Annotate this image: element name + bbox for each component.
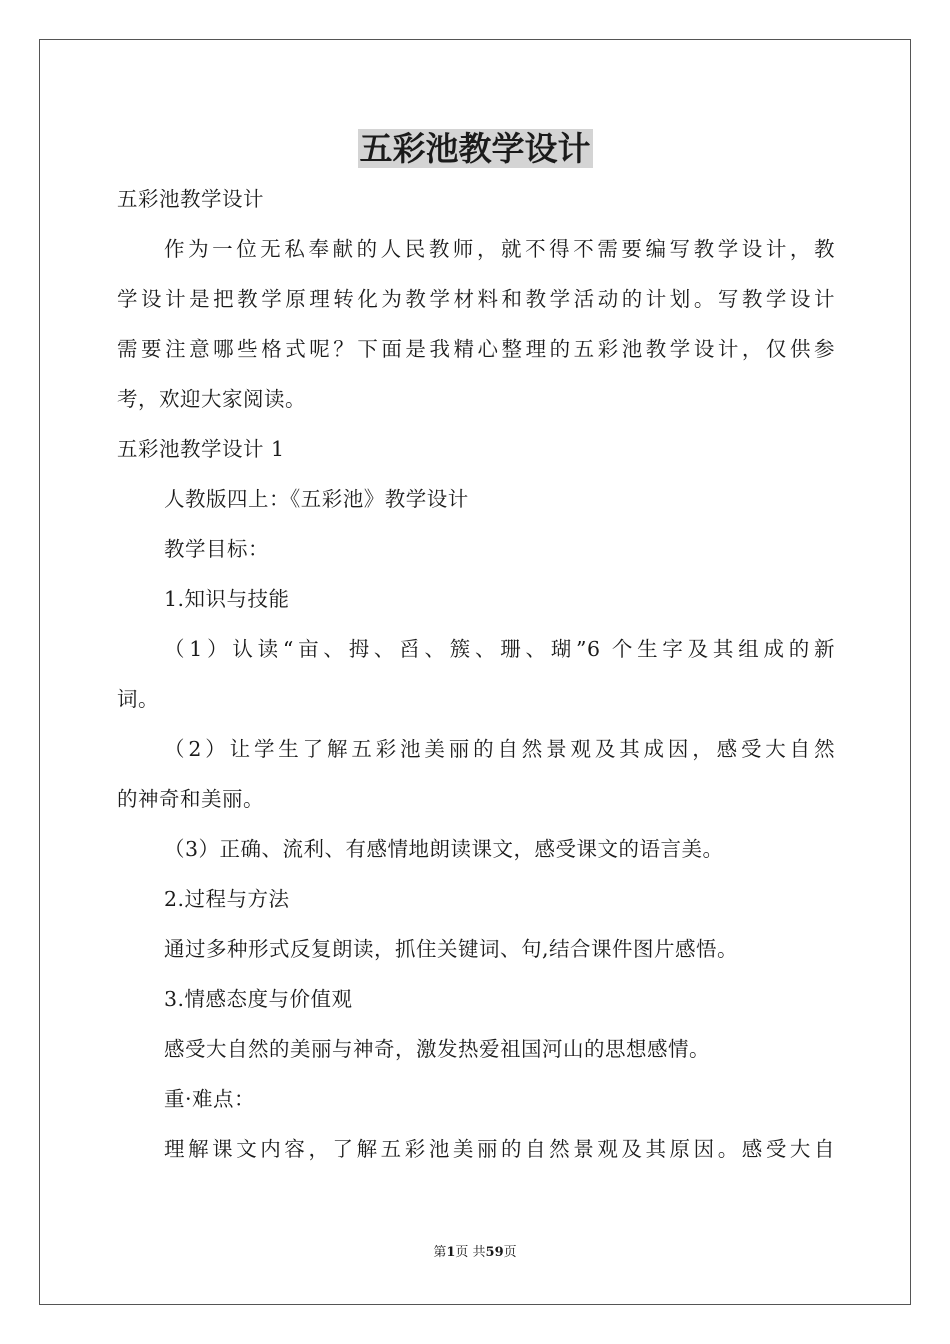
page-footer <box>0 1244 950 1262</box>
footer-prefix: 第 <box>433 1245 447 1260</box>
page-frame <box>39 39 911 1305</box>
text-line: 1.知识与技能 <box>164 587 290 611</box>
text-line: 考，欢迎大家阅读。 <box>117 387 306 411</box>
text-line: （3）正确、流利、有感情地朗读课文，感受课文的语言美。 <box>164 837 724 861</box>
text-line: 重·难点： <box>164 1087 256 1111</box>
text-line: （1）认读“亩、拇、舀、簇、珊、瑚”6 个生字及其组成的新 <box>164 637 835 661</box>
text-line: 人教版四上：《五彩池》教学设计 <box>164 487 469 511</box>
text-line: 感受大自然的美丽与神奇，激发热爱祖国河山的思想感情。 <box>164 1037 710 1061</box>
footer-mid: 页 共 <box>455 1245 486 1260</box>
text-line: 需要注意哪些格式呢？下面是我精心整理的五彩池教学设计，仅供参 <box>117 337 835 361</box>
text-line: 理解课文内容，了解五彩池美丽的自然景观及其原因。感受大自 <box>164 1137 835 1161</box>
text-line: 的神奇和美丽。 <box>117 787 264 811</box>
text-line: 3.情感态度与价值观 <box>164 987 353 1011</box>
document-title <box>0 127 950 171</box>
text-line: 2.过程与方法 <box>164 887 290 911</box>
document-title-text: 五彩池教学设计 <box>359 129 591 168</box>
text-line: 五彩池教学设计 <box>117 187 264 211</box>
text-line: 学设计是把教学原理转化为教学材料和教学活动的计划。写教学设计 <box>117 287 835 311</box>
text-line: 作为一位无私奉献的人民教师，就不得不需要编写教学设计，教 <box>164 237 835 261</box>
total-page-count: 59 <box>485 1245 504 1260</box>
section-heading: 五彩池教学设计 1 <box>117 437 285 461</box>
footer-suffix: 页 <box>503 1245 517 1260</box>
text-line: （2）让学生了解五彩池美丽的自然景观及其成因，感受大自然 <box>164 737 835 761</box>
text-line: 词。 <box>117 687 159 711</box>
text-line: 教学目标： <box>164 537 269 561</box>
text-line: 通过多种形式反复朗读，抓住关键词、句,结合课件图片感悟。 <box>164 937 739 961</box>
current-page-number: 1 <box>446 1245 456 1260</box>
